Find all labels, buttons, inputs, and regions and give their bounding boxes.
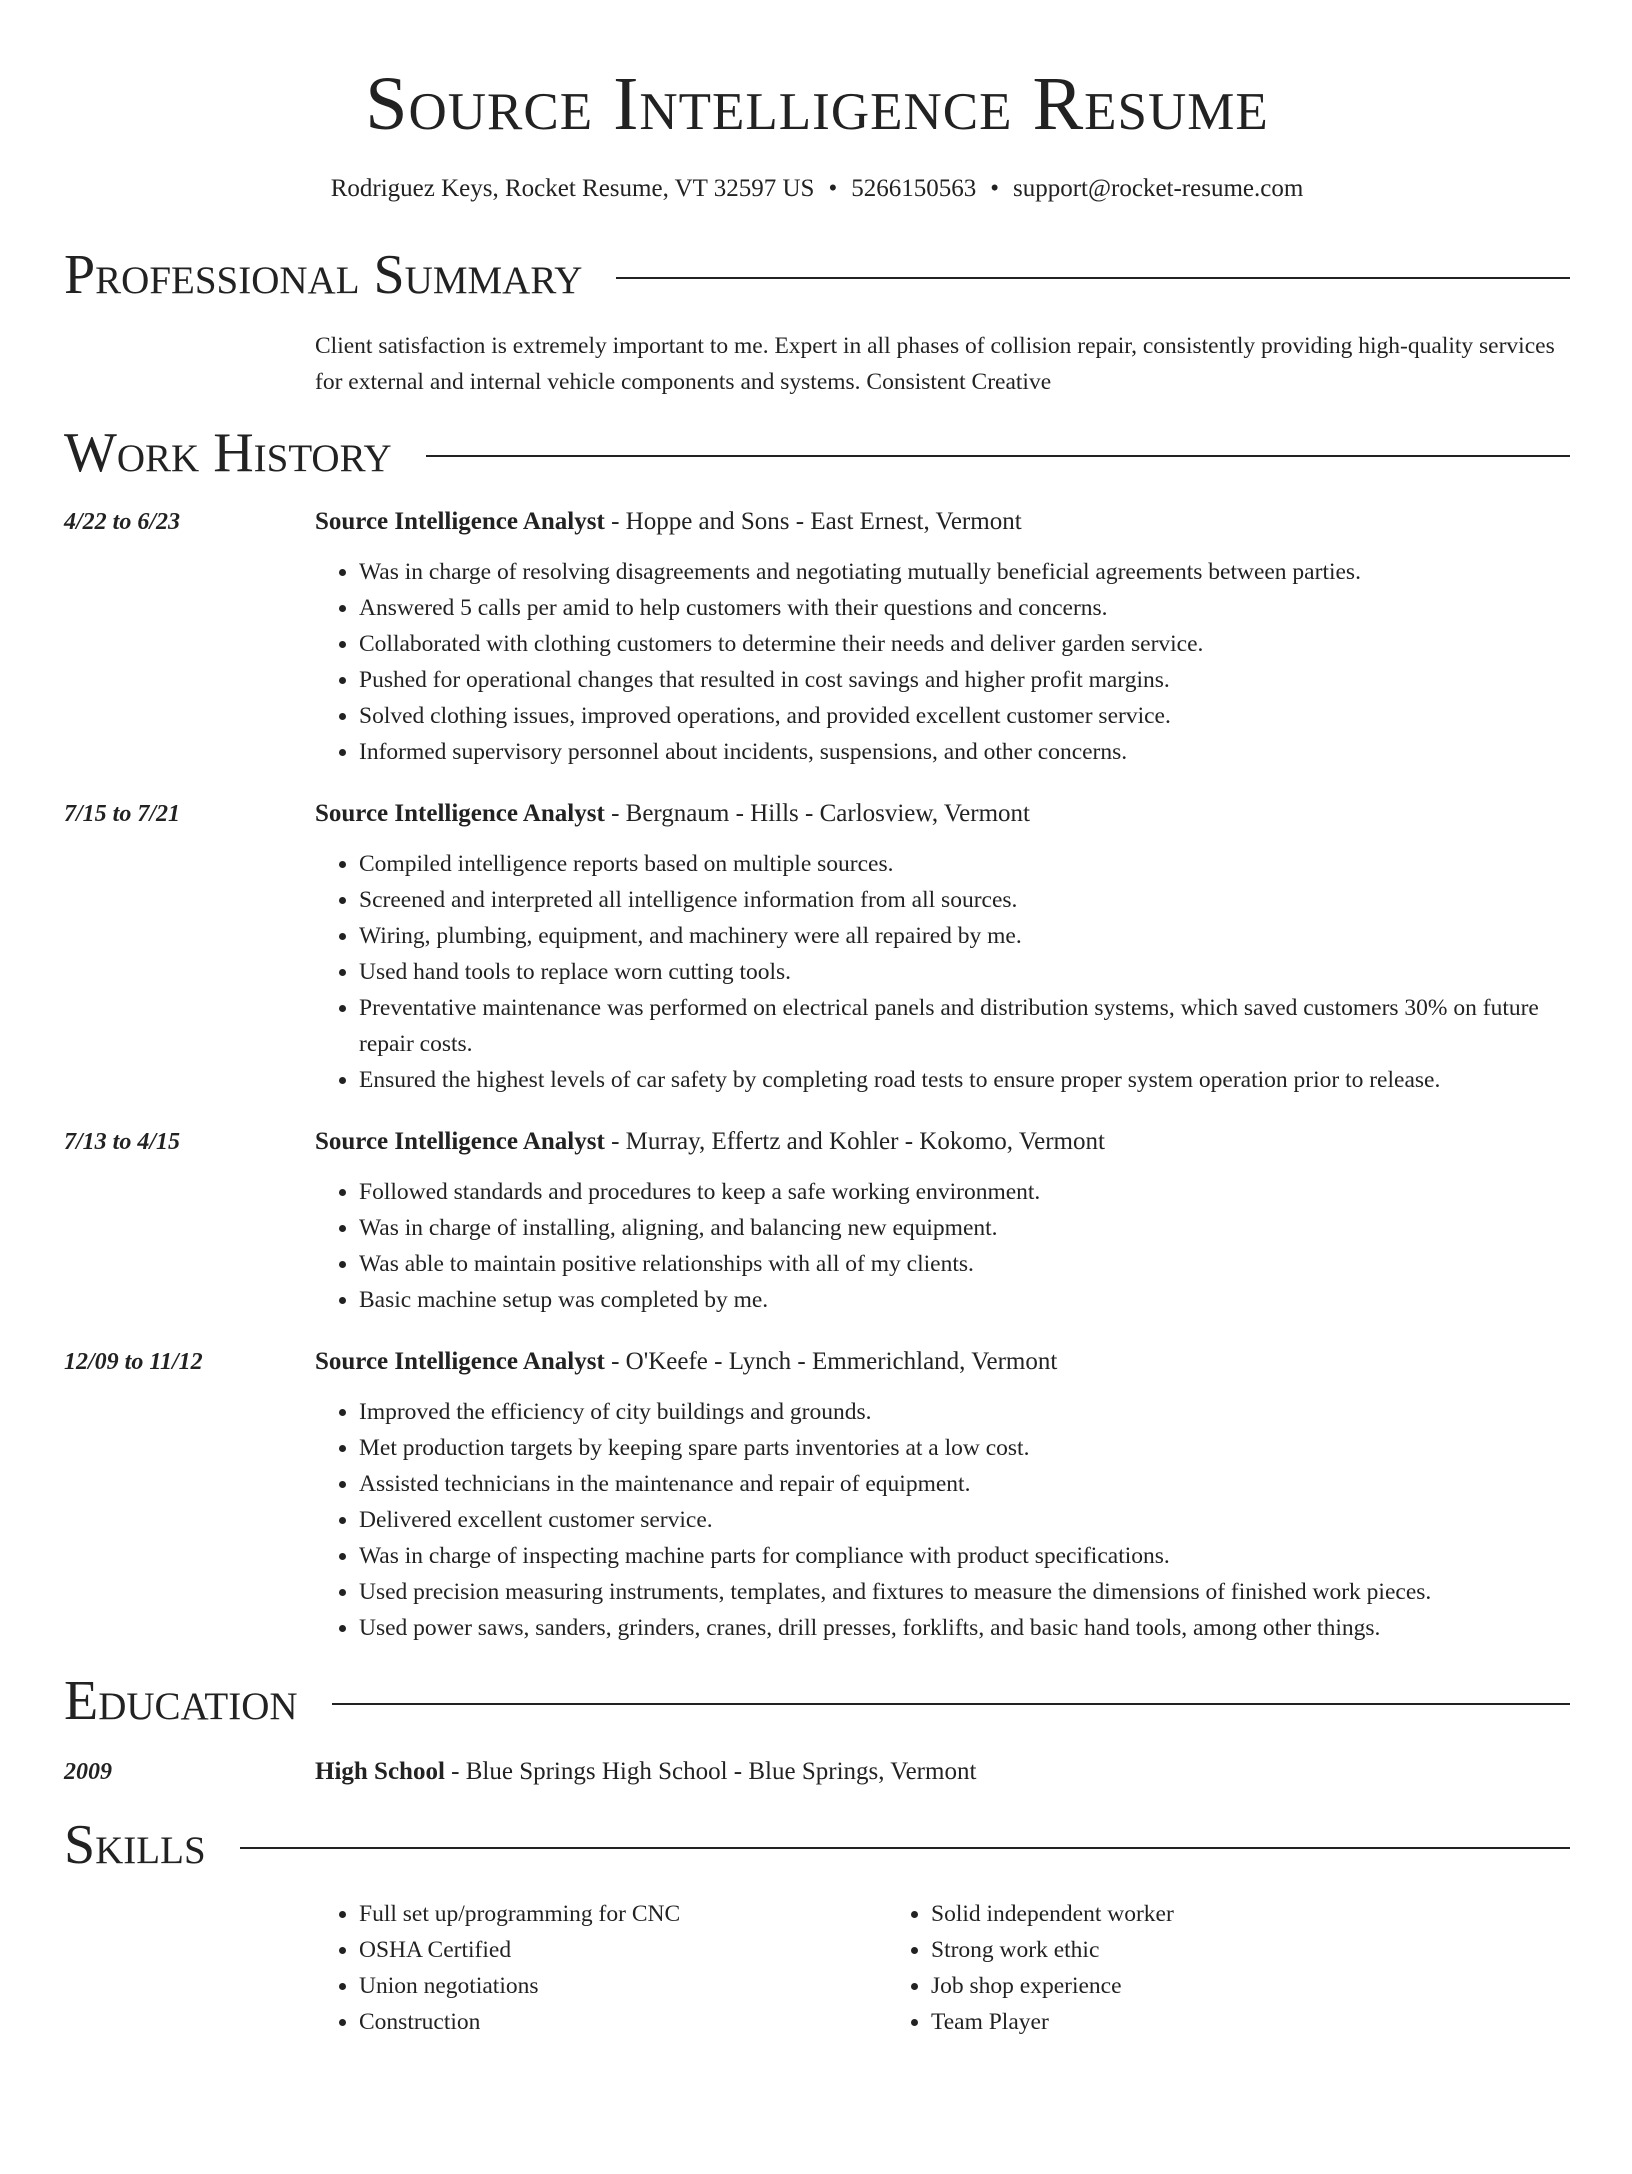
- resume-page: [0, 62, 1632, 2174]
- job-details: - Murray, Effertz and Kohler - Kokomo, Vermont: [604, 1128, 1105, 1155]
- job-bullet: • Compiled intelligence reports based on multiple sources.: [359, 846, 1570, 882]
- job-role: Source Intelligence Analyst: [315, 1348, 605, 1375]
- job-dates: 7/15 to 7/21: [64, 801, 181, 827]
- job-entry: [64, 504, 1570, 770]
- job-bullet: • Ensured the highest levels of car safety by completing road tests to ensure proper system operation prior to release.: [359, 1062, 1570, 1098]
- job-bullet: • Screened and interpreted all intelligence information from all sources.: [359, 882, 1570, 918]
- job-heading-line: [315, 796, 1570, 832]
- job-bullet: • Solved clothing issues, improved operations, and provided excellent customer service.: [359, 698, 1570, 734]
- skill-item: • Construction: [359, 2004, 887, 2040]
- education-details: - Blue Springs High School - Blue Springs, Vermont: [444, 1758, 977, 1785]
- education-entry: [64, 1754, 1570, 1790]
- job-dates: 12/09 to 11/12: [64, 1349, 203, 1375]
- skill-item: • OSHA Certified: [359, 1932, 887, 1968]
- work-section-header: [64, 420, 1570, 486]
- education-heading-line: [315, 1754, 976, 1790]
- job-bullet-list: [315, 554, 1570, 770]
- skills-heading: Skills: [64, 1814, 206, 1876]
- job-entry: [64, 796, 1570, 1098]
- job-bullet: • Followed standards and procedures to keep a safe working environment.: [359, 1174, 1570, 1210]
- resume-title: Source Intelligence Resume: [365, 62, 1269, 146]
- job-role: Source Intelligence Analyst: [315, 800, 605, 827]
- education-section-header: [64, 1668, 1570, 1734]
- job-list: [64, 504, 1570, 1646]
- skill-item: • Full set up/programming for CNC: [359, 1896, 887, 1932]
- summary-section-header: [64, 242, 1570, 308]
- skill-item: • Team Player: [931, 2004, 1459, 2040]
- job-details: - O'Keefe - Lynch - Emmerichland, Vermont: [604, 1348, 1058, 1375]
- contact-line: [64, 174, 1570, 204]
- job-role: Source Intelligence Analyst: [315, 1128, 605, 1155]
- job-bullet: • Used hand tools to replace worn cutting tools.: [359, 954, 1570, 990]
- job-bullet-list: [315, 1174, 1570, 1318]
- job-bullet: • Was in charge of installing, aligning, and balancing new equipment.: [359, 1210, 1570, 1246]
- job-bullet: • Was in charge of resolving disagreements and negotiating mutually beneficial agreements between parties.: [359, 554, 1570, 590]
- skills-columns: [315, 1896, 1570, 2040]
- job-body: [315, 796, 1570, 1098]
- summary-text: Client satisfaction is extremely important to me. Expert in all phases of collision repair, consistently providing high-quality services for external and internal vehicle components and systems. Consistent Creative: [315, 333, 1555, 395]
- section-divider: [240, 1847, 1570, 1849]
- skills-right-list: [887, 1896, 1459, 2040]
- skill-item: • Job shop experience: [931, 1968, 1459, 2004]
- job-body: [315, 1124, 1570, 1318]
- job-bullet: • Improved the efficiency of city buildings and grounds.: [359, 1394, 1570, 1430]
- job-bullet: • Assisted technicians in the maintenance and repair of equipment.: [359, 1466, 1570, 1502]
- job-bullet: • Preventative maintenance was performed on electrical panels and distribution systems, which saved customers 30% on future repair costs.: [359, 990, 1570, 1062]
- job-role: Source Intelligence Analyst: [315, 508, 605, 535]
- job-bullet-list: [315, 846, 1570, 1098]
- job-bullet: • Pushed for operational changes that resulted in cost savings and higher profit margins.: [359, 662, 1570, 698]
- job-bullet: • Met production targets by keeping spare parts inventories at a low cost.: [359, 1430, 1570, 1466]
- job-dates: 7/13 to 4/15: [64, 1129, 181, 1155]
- job-bullet: • Informed supervisory personnel about incidents, suspensions, and other concerns.: [359, 734, 1570, 770]
- summary-heading: Professional Summary: [64, 244, 583, 306]
- job-bullet: • Delivered excellent customer service.: [359, 1502, 1570, 1538]
- contact-email: support@rocket-resume.com: [1013, 175, 1304, 202]
- skill-item: • Solid independent worker: [931, 1896, 1459, 1932]
- contact-phone: 5266150563: [851, 175, 977, 202]
- job-entry: [64, 1344, 1570, 1646]
- job-bullet: • Used precision measuring instruments, templates, and fixtures to measure the dimensions of finished work pieces.: [359, 1574, 1570, 1610]
- contact-separator: •: [828, 175, 838, 202]
- education-heading: Education: [64, 1670, 298, 1732]
- skills-section-header: [64, 1812, 1570, 1878]
- skill-item: • Strong work ethic: [931, 1932, 1459, 1968]
- job-heading-line: [315, 504, 1570, 540]
- contact-address: Rodriguez Keys, Rocket Resume, VT 32597 US: [330, 175, 815, 202]
- job-bullet: • Answered 5 calls per amid to help customers with their questions and concerns.: [359, 590, 1570, 626]
- skill-item: • Union negotiations: [359, 1968, 887, 2004]
- job-heading-line: [315, 1124, 1570, 1160]
- section-divider: [426, 455, 1570, 457]
- job-details: - Hoppe and Sons - East Ernest, Vermont: [604, 508, 1022, 535]
- job-bullet: • Wiring, plumbing, equipment, and machinery were all repaired by me.: [359, 918, 1570, 954]
- contact-separator: •: [990, 175, 999, 202]
- work-heading: Work History: [64, 422, 392, 484]
- job-bullet: • Was able to maintain positive relationships with all of my clients.: [359, 1246, 1570, 1282]
- skills-left-list: [315, 1896, 887, 2040]
- job-heading-line: [315, 1344, 1570, 1380]
- job-body: [315, 504, 1570, 770]
- job-bullet: • Used power saws, sanders, grinders, cranes, drill presses, forklifts, and basic hand tools, among other things.: [359, 1610, 1570, 1646]
- job-details: - Bergnaum - Hills - Carlosview, Vermont: [604, 800, 1030, 827]
- job-bullet: • Basic machine setup was completed by me.: [359, 1282, 1570, 1318]
- section-divider: [616, 277, 1570, 279]
- section-divider: [332, 1703, 1570, 1705]
- job-bullet: • Was in charge of inspecting machine parts for compliance with product specifications.: [359, 1538, 1570, 1574]
- job-bullet-list: [315, 1394, 1570, 1646]
- education-year: 2009: [64, 1759, 112, 1785]
- job-dates: 4/22 to 6/23: [64, 509, 181, 535]
- job-bullet: • Collaborated with clothing customers to determine their needs and deliver garden service.: [359, 626, 1570, 662]
- job-body: [315, 1344, 1570, 1646]
- education-degree: High School: [315, 1758, 445, 1785]
- job-entry: [64, 1124, 1570, 1318]
